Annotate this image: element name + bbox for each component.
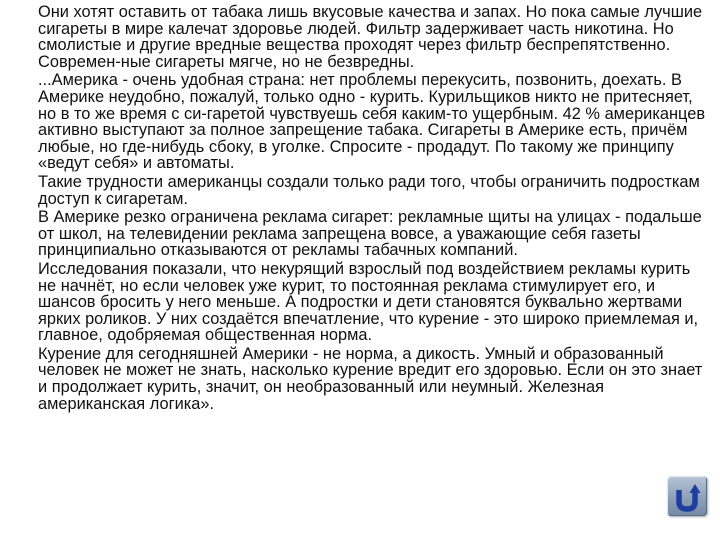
paragraph-6: Курение для сегодняшней Америки - не норма, а дикость. Умный и образованный человек не может не знать, насколько курение вредит его здоровью. Если он это знает и продолжает курить, значит, он необразованный или неумный. Железная американская логика». <box>38 344 703 413</box>
paragraph-3: Такие трудности американцы создали только ради того, чтобы ограничить подросткам доступ к сигаретам. <box>38 172 700 208</box>
return-button[interactable] <box>667 476 707 516</box>
paragraph-2: ...Америка - очень удобная страна: нет проблемы перекусить, позвонить, доехать. В Америке неудобно, пожалуй, только одно - курить. Курильщиков никто не притесняет, но в то же время с си-гаретой чувствуешь себя каким-то ущербным. 42 % американцев активно выступают за полное запрещение табака. Сигареты в Америке есть, причём любые, но где-нибудь сбоку, в уголке. Спросите - продадут. По такому же принципу «ведут себя» и автоматы. <box>38 71 706 173</box>
paragraph-4: В Америке резко ограничена реклама сигарет: рекламные щиты на улицах - подальше от школ, на телевидении реклама запрещена вовсе, а уважающие себя газеты принципиально отказываются от рекламы табачных компаний. <box>38 208 702 260</box>
u-turn-return-arrow-icon <box>667 476 707 516</box>
paragraph-5: Исследования показали, что некурящий взрослый под воздействием рекламы курить не начнёт, но если человек уже курит, то постоянная реклама стимулирует его, и шансов бросить у него меньше. А подростки и дети становятся буквально жертвами ярких роликов. У них создаётся впечатление, что курение - это широко приемлемая и, главное, одобряемая общественная норма. <box>38 259 699 345</box>
text-body <box>38 4 706 414</box>
paragraph-1: Они хотят оставить от табака лишь вкусовые качества и запах. Но пока самые лучшие сигареты в мире калечат здоровье людей. Фильтр задерживает часть никотина. Но смолистые и другие вредные вещества проходят через фильтр беспрепятственно. Современ-ные сигареты мягче, но не безвредны. <box>38 3 703 71</box>
